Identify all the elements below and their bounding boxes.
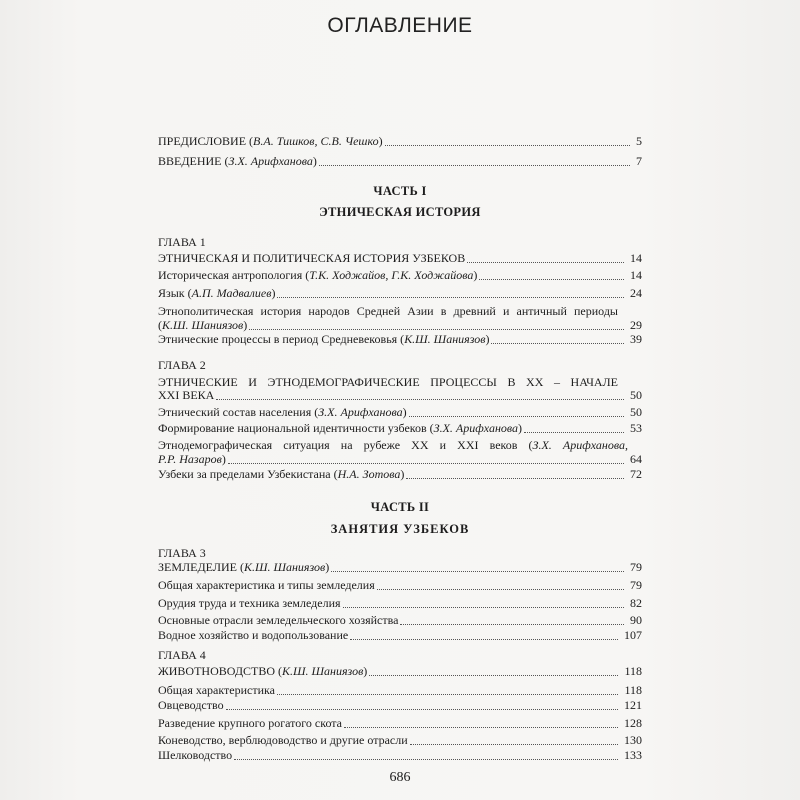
toc-entry[interactable]: Язык (А.П. Мадвалиев) 24 xyxy=(158,286,642,300)
toc-entry-chapter-1[interactable]: ЭТНИЧЕСКАЯ И ПОЛИТИЧЕСКАЯ ИСТОРИЯ УЗБЕКОВ 14 xyxy=(158,251,642,265)
part-1-title: ЭТНИЧЕСКАЯ ИСТОРИЯ xyxy=(319,205,481,219)
toc-entry-chapter-2-line1[interactable]: ЭТНИЧЕСКИЕ И ЭТНОДЕМОГРАФИЧЕСКИЕ ПРОЦЕССЫ В XX – НАЧАЛЕ xyxy=(158,375,618,389)
toc-entry[interactable]: Формирование национальной идентичности узбеков (З.Х. Арифханова) 53 xyxy=(158,421,642,435)
part-1-label: ЧАСТЬ I xyxy=(373,184,427,198)
page-title: ОГЛАВЛЕНИЕ xyxy=(327,14,473,37)
chapter-2-label: ГЛАВА 2 xyxy=(158,358,206,372)
toc-entry[interactable]: Водное хозяйство и водопользование 107 xyxy=(158,628,642,642)
toc-entry[interactable]: Историческая антропология (Т.К. Ходжайов, Г.К. Ходжайова) 14 xyxy=(158,268,642,282)
toc-entry[interactable]: Этнические процессы в период Средневековья (К.Ш. Шаниязов) 39 xyxy=(158,332,642,346)
toc-entry[interactable]: Овцеводство 121 xyxy=(158,698,642,712)
chapter-3-label: ГЛАВА 3 xyxy=(158,546,206,560)
toc-entry[interactable]: Орудия труда и техника земледелия 82 xyxy=(158,596,642,610)
toc-entry[interactable]: Узбеки за пределами Узбекистана (Н.А. Зотова) 72 xyxy=(158,467,642,481)
toc-entry-chapter-2[interactable]: XXI ВЕКА 50 xyxy=(158,388,642,402)
toc-entry-preface[interactable]: ПРЕДИСЛОВИЕ (В.А. Тишков, С.В. Чешко) 5 xyxy=(158,134,642,148)
toc-entry-line[interactable]: Этнодемографическая ситуация на рубеже XX и XXI веков (З.Х. Арифханова, xyxy=(158,438,628,452)
toc-entry-intro[interactable]: ВВЕДЕНИЕ (З.Х. Арифханова) 7 xyxy=(158,154,642,168)
toc-entry[interactable]: Общая характеристика 118 xyxy=(158,683,642,697)
page-ref: 7 xyxy=(636,154,642,168)
toc-entry[interactable]: (К.Ш. Шаниязов) 29 xyxy=(158,318,642,332)
chapter-1-label: ГЛАВА 1 xyxy=(158,235,206,249)
page-ref: 5 xyxy=(636,134,642,148)
part-2-label: ЧАСТЬ II xyxy=(370,500,430,514)
toc-entry[interactable]: Коневодство, верблюдоводство и другие отрасли 130 xyxy=(158,733,642,747)
page-number: 686 xyxy=(389,770,411,785)
toc-entry[interactable]: Основные отрасли земледельческого хозяйства 90 xyxy=(158,613,642,627)
toc-entry[interactable]: Общая характеристика и типы земледелия 79 xyxy=(158,578,642,592)
toc-entry[interactable]: Шелководство 133 xyxy=(158,748,642,762)
toc-entry-chapter-3[interactable]: ЗЕМЛЕДЕЛИЕ (К.Ш. Шаниязов) 79 xyxy=(158,560,642,574)
toc-entry[interactable]: Этнический состав населения (З.Х. Арифханова) 50 xyxy=(158,405,642,419)
part-2-title: ЗАНЯТИЯ УЗБЕКОВ xyxy=(330,522,470,536)
toc-entry-line[interactable]: Этнополитическая история народов Средней Азии в древний и античный периоды xyxy=(158,304,618,318)
toc-entry-chapter-4[interactable]: ЖИВОТНОВОДСТВО (К.Ш. Шаниязов) 118 xyxy=(158,664,642,678)
toc-entry[interactable]: Р.Р. Назаров) 64 xyxy=(158,452,642,466)
chapter-4-label: ГЛАВА 4 xyxy=(158,648,206,662)
toc-entry[interactable]: Разведение крупного рогатого скота 128 xyxy=(158,716,642,730)
